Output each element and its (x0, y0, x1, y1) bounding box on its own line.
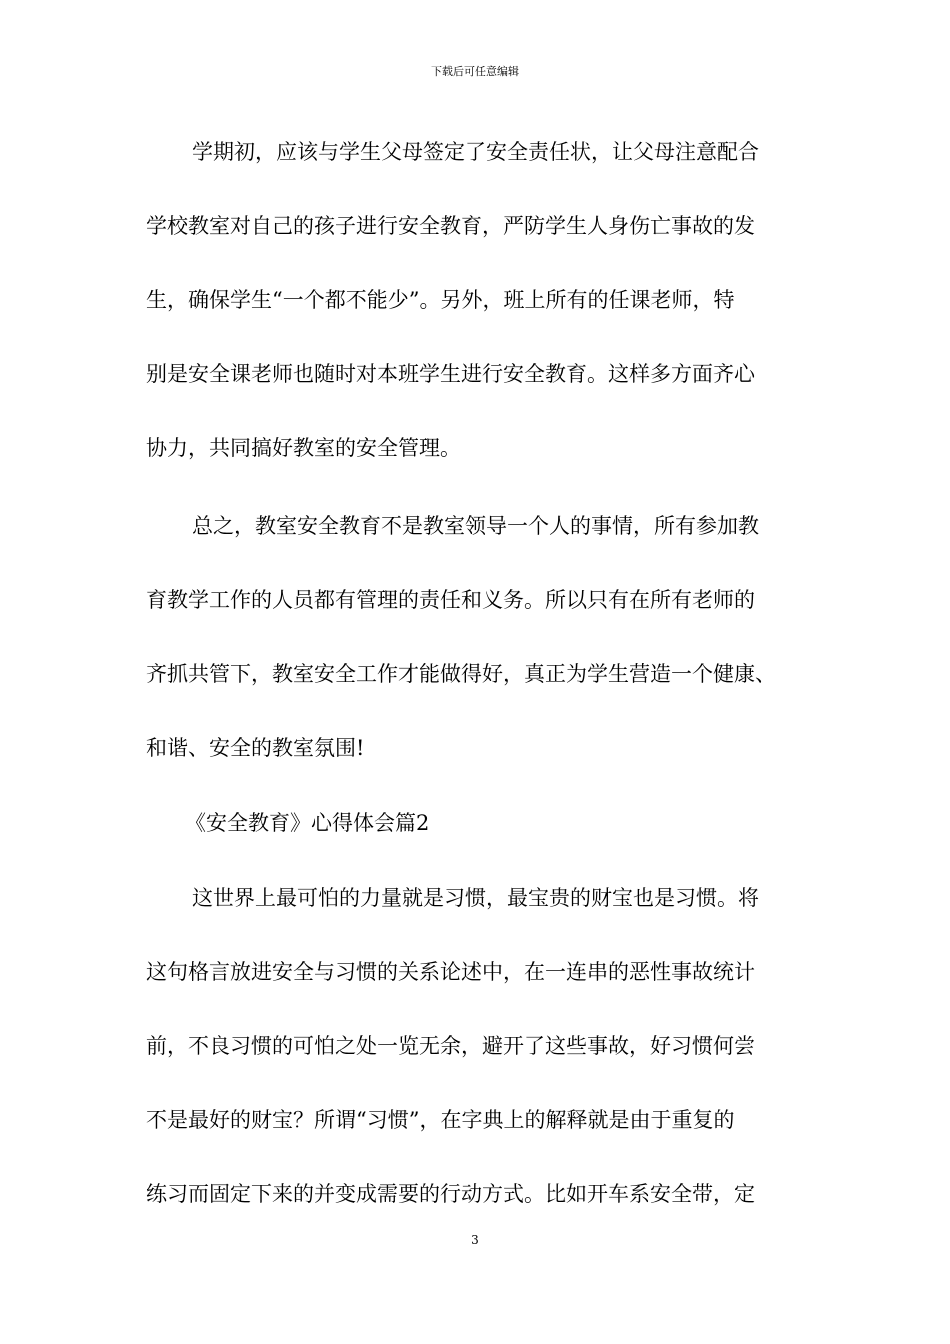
paragraph-line: 总之，教室安全教育不是教室领导一个人的事情，所有参加教 (192, 514, 759, 538)
paragraph-line: 不是最好的财宝？所谓“习惯”，在字典上的解释就是由于重复的 (146, 1108, 735, 1132)
page-number: 3 (471, 1233, 479, 1247)
paragraph-line: 这句格言放进安全与习惯的关系论述中，在一连串的恶性事故统计 (146, 960, 755, 984)
paragraph-line: 协力，共同搞好教室的安全管理。 (146, 436, 461, 460)
paragraph-line: 齐抓共管下，教室安全工作才能做得好，真正为学生营造一个健康、 (146, 662, 776, 686)
paragraph-line: 练习而固定下来的并变成需要的行动方式。比如开车系安全带，定 (146, 1182, 755, 1206)
paragraph-line: 前，不良习惯的可怕之处一览无余，避开了这些事故，好习惯何尝 (146, 1034, 755, 1058)
paragraph-line: 别是安全课老师也随时对本班学生进行安全教育。这样多方面齐心 (146, 362, 755, 386)
page-header: 下载后可任意编辑 (431, 65, 519, 78)
paragraph-line: 学校教室对自己的孩子进行安全教育，严防学生人身伤亡事故的发 (146, 214, 755, 238)
paragraph-line: 这世界上最可怕的力量就是习惯，最宝贵的财宝也是习惯。将 (192, 886, 759, 910)
paragraph-line: 育教学工作的人员都有管理的责任和义务。所以只有在所有老师的 (146, 588, 755, 612)
paragraph-line: 生，确保学生“一个都不能少”。另外，班上所有的任课老师，特 (146, 288, 735, 312)
paragraph-line: 学期初，应该与学生父母签定了安全责任状，让父母注意配合 (192, 140, 759, 164)
paragraph-line: 和谐、安全的教室氛围! (146, 736, 365, 760)
section-heading: 《安全教育》心得体会篇2 (185, 811, 430, 835)
